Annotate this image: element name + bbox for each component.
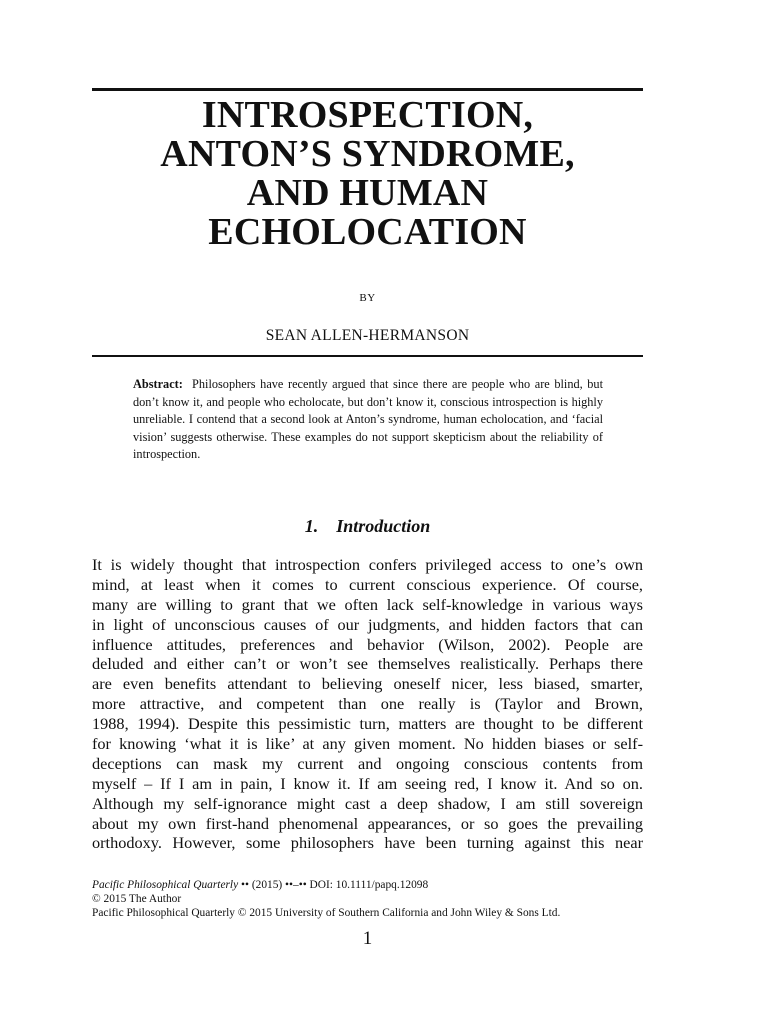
author-rule	[92, 355, 643, 357]
body-line: mind, at least when it comes to current conscious experience. Of course,	[92, 574, 643, 594]
title-line: ANTON’S SYNDROME,	[160, 133, 575, 175]
body-paragraph	[92, 555, 643, 853]
abstract-text: Philosophers have recently argued that since there are people who are blind, but don’t know it, and people who echolocate, but don’t know it, conscious introspection is highly unreliable. I contend that a second look at Anton’s syndrome, human echolocation, and ‘facial vision’ suggests otherwise. These examples do not support skepticism about the reliability of introspection.	[133, 377, 603, 461]
author-name: SEAN ALLEN-HERMANSON	[265, 327, 470, 344]
body-line: myself – If I am in pain, I know it. If am seeing red, I know it. And so on.	[92, 773, 643, 793]
copyright-author: © 2015 The Author	[92, 893, 182, 905]
abstract	[133, 376, 603, 464]
body-line: It is widely thought that introspection confers privileged access to one’s own	[92, 555, 643, 574]
title-line: AND HUMAN	[246, 172, 489, 214]
body-line: about my own first-hand phenomenal appearances, or so goes the prevailing	[92, 813, 643, 833]
page-number: 1	[362, 928, 373, 949]
section-number: 1.	[304, 516, 319, 536]
citation-details: •• (2015) ••–•• DOI: 10.1111/papq.12098	[238, 879, 429, 891]
byline-label: BY	[359, 292, 376, 304]
top-rule	[92, 88, 643, 91]
body-line: many are willing to grant that we often lack self-knowledge in various ways	[92, 594, 643, 614]
abstract-label: Abstract:	[133, 377, 183, 391]
title-line: ECHOLOCATION	[208, 211, 527, 253]
body-line: deceptions can mask my current and ongoing conscious contents from	[92, 753, 643, 773]
body-line: for knowing ‘what it is like’ at any given moment. No hidden biases or self-	[92, 734, 643, 754]
section-title: Introduction	[336, 516, 431, 536]
body-line: influence attitudes, preferences and behavior (Wilson, 2002). People are	[92, 634, 643, 654]
body-line: orthodoxy. However, some philosophers have been turning against this near	[92, 833, 643, 853]
journal-name: Pacific Philosophical Quarterly	[92, 879, 239, 891]
citation-line	[92, 878, 652, 892]
body-line: are even benefits attendant to believing oneself nicer, less biased, smarter,	[92, 674, 643, 694]
body-line: in light of unconscious causes of our judgments, and hidden factors that can	[92, 614, 643, 634]
page-footer	[92, 878, 652, 920]
paper-title	[92, 96, 643, 252]
body-line: Although my self-ignorance might cast a deep shadow, I am still sovereign	[92, 793, 643, 813]
copyright-publisher: Pacific Philosophical Quarterly © 2015 University of Southern California and John Wiley & Sons Ltd.	[92, 907, 561, 919]
body-line: deluded and either can’t or won’t see themselves realistically. Perhaps there	[92, 654, 643, 674]
section-heading	[92, 516, 643, 537]
body-line: 1988, 1994). Despite this pessimistic turn, matters are thought to be different	[92, 714, 643, 734]
title-line: INTROSPECTION,	[201, 94, 534, 136]
body-line: more attractive, and competent than one really is (Taylor and Brown,	[92, 694, 643, 714]
